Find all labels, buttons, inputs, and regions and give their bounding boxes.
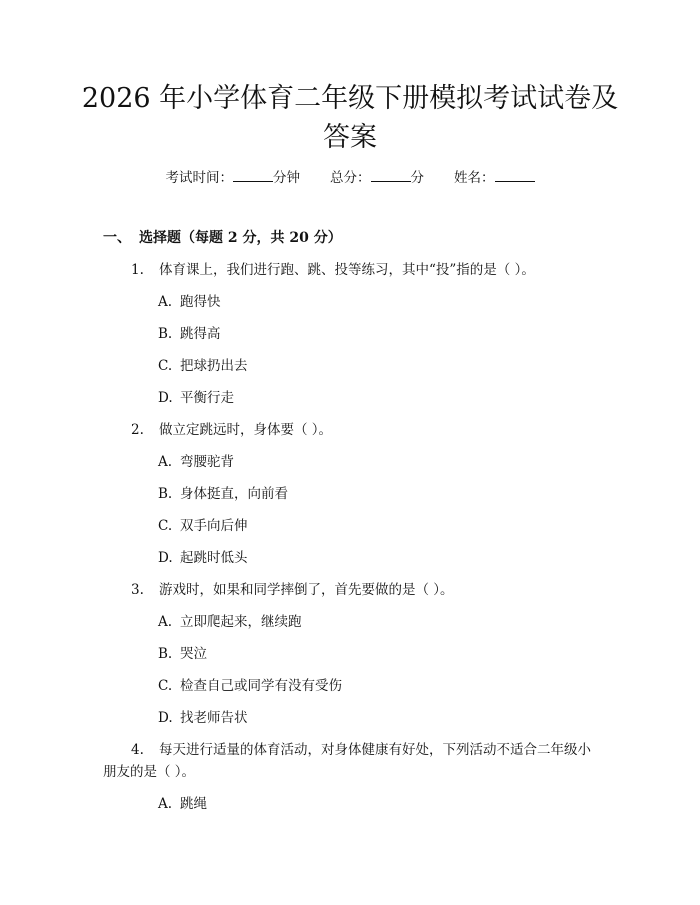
option-text: 哭泣 — [180, 646, 207, 662]
option-letter: D. — [158, 550, 173, 566]
question-4-continuation — [103, 762, 583, 782]
name-label: 姓名： — [454, 170, 495, 186]
option-letter: C. — [158, 518, 173, 534]
option-text: 弯腰驼背 — [180, 454, 234, 470]
exam-title-line2: 答案 — [323, 122, 377, 153]
score-blank — [371, 169, 411, 182]
section-title: 选择题（每题 2 分，共 20 分） — [139, 230, 342, 246]
option-1a — [158, 292, 221, 312]
exam-title-line1: 2026 年小学体育二年级下册模拟考试试卷及 — [81, 83, 619, 114]
time-blank — [233, 169, 273, 182]
option-text: 身体挺直，向前看 — [180, 486, 288, 502]
option-3d — [158, 708, 248, 728]
option-letter: A. — [158, 796, 173, 812]
option-2c — [158, 516, 248, 536]
option-text: 平衡行走 — [180, 390, 234, 406]
section-number: 一、 — [103, 230, 131, 246]
time-unit: 分钟 — [273, 170, 300, 186]
option-1b — [158, 324, 221, 344]
option-letter: A. — [158, 294, 173, 310]
option-2d — [158, 548, 248, 568]
option-letter: A. — [158, 454, 173, 470]
option-2a — [158, 452, 234, 472]
option-text: 把球扔出去 — [180, 358, 248, 374]
option-letter: D. — [158, 390, 173, 406]
question-text: 做立定跳远时，身体要（ ）。 — [159, 422, 333, 438]
option-text: 跑得快 — [180, 294, 221, 310]
option-1c — [158, 356, 248, 376]
question-text: 游戏时，如果和同学摔倒了，首先要做的是（ ）。 — [159, 582, 454, 598]
option-letter: C. — [158, 678, 173, 694]
option-3b — [158, 644, 207, 664]
question-number: 4. — [131, 742, 144, 758]
option-text: 跳得高 — [180, 326, 221, 342]
question-2 — [131, 420, 611, 440]
score-unit: 分 — [410, 170, 424, 186]
section-heading — [103, 228, 342, 248]
question-number: 2. — [131, 422, 144, 438]
question-text: 体育课上，我们进行跑、跳、投等练习，其中“投”指的是（ ）。 — [159, 262, 535, 278]
question-3 — [131, 580, 611, 600]
option-text: 跳绳 — [180, 796, 207, 812]
question-number: 1. — [131, 262, 144, 278]
option-text: 双手向后伸 — [180, 518, 248, 534]
question-number: 3. — [131, 582, 144, 598]
score-label: 总分： — [330, 170, 371, 186]
option-3c — [158, 676, 342, 696]
option-4a — [158, 794, 207, 814]
exam-info-row — [0, 168, 700, 188]
option-3a — [158, 612, 302, 632]
option-letter: D. — [158, 710, 173, 726]
question-text-line1: 每天进行适量的体育活动，对身体健康有好处，下列活动不适合二年级小 — [159, 742, 591, 758]
option-letter: B. — [158, 486, 173, 502]
name-blank — [495, 169, 535, 182]
option-letter: B. — [158, 646, 173, 662]
option-letter: C. — [158, 358, 173, 374]
question-text-line2: 朋友的是（ ）。 — [103, 764, 196, 780]
option-text: 立即爬起来，继续跑 — [180, 614, 302, 630]
option-2b — [158, 484, 288, 504]
option-1d — [158, 388, 234, 408]
time-label: 考试时间： — [165, 170, 233, 186]
option-letter: B. — [158, 326, 173, 342]
option-letter: A. — [158, 614, 173, 630]
option-text: 找老师告状 — [180, 710, 248, 726]
option-text: 起跳时低头 — [180, 550, 248, 566]
option-text: 检查自己或同学有没有受伤 — [180, 678, 342, 694]
question-4 — [131, 740, 621, 760]
question-1 — [131, 260, 611, 280]
